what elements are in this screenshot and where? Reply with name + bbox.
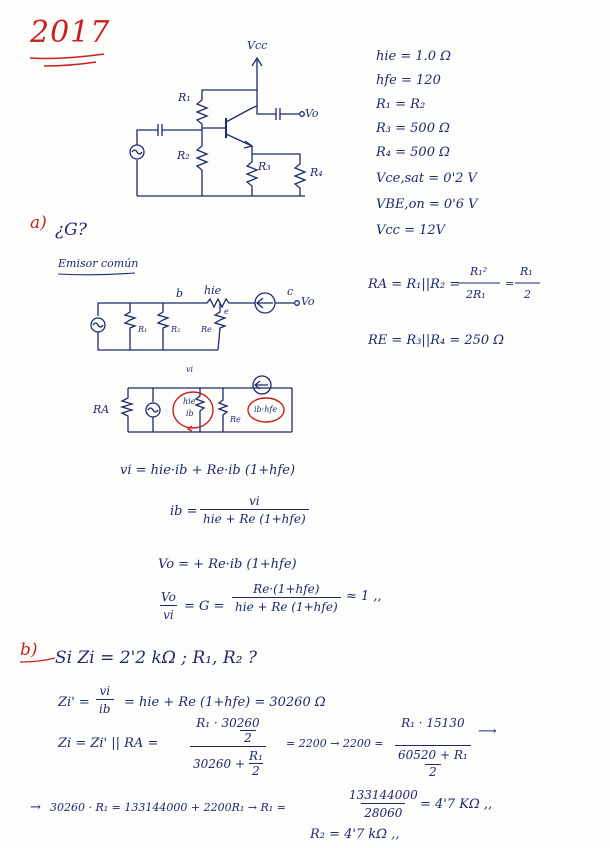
- vcc-arrow: [252, 58, 262, 72]
- ac-node-e: e: [224, 307, 229, 316]
- gain-lhs-den: vi: [160, 605, 177, 622]
- zi-fraction-num: [193, 716, 262, 746]
- param-vcesat: Vce,sat = 0'2 V: [376, 171, 477, 186]
- ib-fraction: [200, 494, 309, 526]
- vo-equation: Vo = + Re·ib (1+hfe): [158, 557, 297, 572]
- r4-label: R₄: [310, 166, 323, 179]
- zi-mid: = 2200 → 2200 =: [286, 737, 384, 750]
- zi-second-den-a: 60520 + R₁: [398, 748, 468, 762]
- ac-r2-label: R₂: [171, 325, 181, 334]
- ac-circuit: [91, 293, 299, 350]
- r1-resistor: [197, 100, 207, 128]
- zi-num-b: 2: [240, 730, 256, 745]
- zi-fraction-den: [190, 746, 266, 778]
- zi-den-b: [249, 749, 263, 778]
- eq-ib-label: ib: [186, 409, 194, 418]
- year-underline: [30, 54, 104, 59]
- part-a-label: a): [30, 213, 47, 233]
- final-arrow: →: [30, 800, 41, 815]
- zi-lhs: Zi = Zi' || RA =: [58, 736, 159, 751]
- r2-resistor: [197, 140, 207, 196]
- r2-result: R₂ = 4'7 kΩ ,,: [310, 827, 400, 842]
- zi-prime-rhs: = hie + Re (1+hfe) = 30260 Ω: [124, 695, 326, 710]
- param-hie: hie = 1.0 Ω: [376, 49, 451, 64]
- eq-source-label: ib·hfe: [254, 405, 278, 414]
- ra-eq-num2: R₁: [520, 265, 533, 278]
- final-fraction-num: 133144000: [349, 788, 418, 802]
- r1-label: R₁: [178, 91, 191, 104]
- zi-prime-lhs: Zi' =: [58, 695, 90, 710]
- param-r1-r2: R₁ = R₂: [376, 97, 426, 112]
- zi-second-fraction: [395, 716, 471, 779]
- eq-re-label: Re: [230, 415, 241, 424]
- eq-vi-label: vi: [186, 365, 194, 374]
- gain-mid: = G =: [184, 599, 225, 614]
- part-a-subtitle: Emisor común: [58, 257, 139, 270]
- vo-label: Vo: [305, 107, 319, 120]
- zi-den-b-num: R₁: [249, 749, 263, 763]
- ac-re-label: Re: [201, 325, 212, 334]
- part-a-question: ¿G?: [55, 220, 87, 240]
- param-r4: R₄ = 500 Ω: [376, 145, 450, 160]
- part-b-label: b): [20, 640, 38, 660]
- gain-lhs-fraction: [158, 590, 179, 622]
- zi-second-den: [395, 745, 471, 779]
- r2-label: R₂: [177, 149, 190, 162]
- zi-prime-fraction: [96, 684, 114, 716]
- vcc-label: Vcc: [247, 39, 268, 52]
- final-equation: 30260 · R₁ = 133144000 + 2200R₁ → R₁ =: [50, 801, 286, 814]
- r3-label: R₃: [258, 160, 271, 173]
- re-equation: RE = R₃||R₄ = 250 Ω: [368, 333, 505, 348]
- gain-fraction-den: hie + Re (1+hfe): [232, 597, 341, 614]
- zi-num-a: R₁ · 30260: [196, 716, 260, 730]
- ra-eq-den2: 2: [524, 288, 531, 301]
- r1-result: = 4'7 KΩ ,,: [420, 797, 493, 812]
- part-b-question: Si Zi = 2'2 kΩ ; R₁, R₂ ?: [55, 648, 257, 668]
- zi-prime-num: vi: [99, 684, 111, 698]
- gain-lhs-num: Vo: [161, 590, 176, 604]
- ib-fraction-den: hie + Re (1+hfe): [200, 509, 309, 526]
- year-title: 2017: [30, 15, 111, 50]
- ac-r1-label: R₁: [138, 325, 148, 334]
- eq-ra-label: RA: [93, 403, 110, 416]
- ac-node-c: c: [287, 285, 294, 298]
- ra-eq-num1: R₁²: [470, 265, 488, 278]
- param-r3: R₃ = 500 Ω: [376, 121, 450, 136]
- zi-fraction: [190, 716, 266, 778]
- param-vcc: Vcc = 12V: [376, 223, 446, 238]
- param-vbeon: VBE,on = 0'6 V: [376, 197, 478, 212]
- param-hfe: hfe = 120: [376, 73, 441, 88]
- ac-node-b: b: [176, 287, 184, 300]
- ra-eq-equals: =: [505, 277, 515, 290]
- ra-equation-lhs: RA = R₁||R₂ =: [368, 277, 461, 292]
- gain-fraction: [232, 582, 341, 614]
- gain-result: ≈ 1 ,,: [346, 589, 382, 604]
- zi-prime-den: ib: [96, 699, 114, 716]
- final-fraction-den: 28060: [361, 803, 405, 820]
- zi-second-den-b: 2: [425, 764, 441, 779]
- r3-resistor: [247, 162, 257, 196]
- ac-hie-label: hie: [204, 284, 222, 297]
- ib-equation-lhs: ib =: [170, 504, 198, 519]
- ra-eq-den1: 2R₁: [466, 288, 486, 301]
- eq-hie-label: hie: [183, 397, 196, 406]
- gain-fraction-num: Re·(1+hfe): [253, 582, 320, 596]
- zi-second-num: R₁ · 15130: [401, 716, 465, 730]
- zi-den-a: 30260 +: [193, 756, 246, 771]
- ib-fraction-num: vi: [249, 494, 260, 508]
- final-fraction: [346, 788, 421, 820]
- vi-equation: vi = hie·ib + Re·ib (1+hfe): [120, 463, 296, 478]
- dc-circuit: [130, 58, 305, 196]
- zi-continue-arrow: ⟶: [478, 724, 497, 739]
- output-capacitor: [276, 108, 280, 120]
- zi-den-b-den: 2: [249, 763, 263, 778]
- ac-vo-label: Vo: [301, 295, 315, 308]
- input-capacitor: [158, 124, 162, 136]
